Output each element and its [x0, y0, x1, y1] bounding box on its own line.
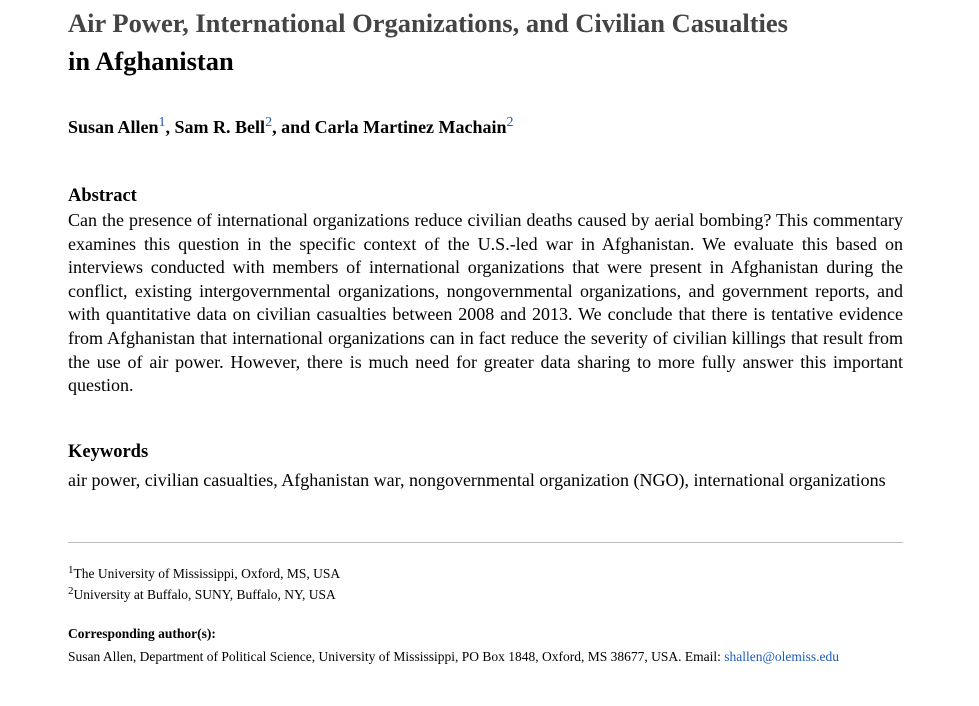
- affiliation-mark[interactable]: 2: [265, 115, 273, 130]
- email-link[interactable]: shallen@olemiss.edu: [724, 649, 840, 664]
- footnote-text: University at Buffalo, SUNY, Buffalo, NY, USA: [73, 587, 336, 602]
- author-list: [68, 117, 514, 138]
- paper-title-line-1: Air Power, International Organizations, and Civilian Casualties: [68, 8, 788, 38]
- footnote-text: The University of Mississippi, Oxford, MS, USA: [73, 566, 341, 581]
- affiliation-footnotes: [68, 563, 340, 605]
- affiliation-mark[interactable]: 2: [506, 115, 514, 130]
- author-name: Carla Martinez Machain: [314, 117, 507, 137]
- paper-title: [68, 4, 928, 80]
- keywords-heading: Keywords: [68, 442, 149, 462]
- author-name: Sam R. Bell: [174, 117, 266, 137]
- author-separator: ,: [165, 117, 175, 137]
- footnote-mark: 1: [68, 564, 74, 576]
- corresponding-author-heading: Corresponding author(s):: [68, 626, 216, 641]
- author-name: Susan Allen: [68, 117, 159, 137]
- footnote-affiliation-2: [68, 584, 340, 605]
- footnote-mark: 2: [68, 585, 74, 597]
- footnote-affiliation-1: [68, 563, 340, 584]
- keywords-text: air power, civilian casualties, Afghanistan war, nongovernmental organization (NGO), international organizations: [68, 470, 886, 490]
- corresponding-author-details: [68, 646, 903, 667]
- paper-title-line-2: in Afghanistan: [68, 46, 234, 76]
- affiliation-mark[interactable]: 1: [158, 115, 166, 130]
- abstract-heading: Abstract: [68, 186, 137, 206]
- abstract-text: Can the presence of international organizations reduce civilian deaths caused by aerial bombing? This commentary examines this question in the specific context of the U.S.-led war in Afghanistan. We evaluate this based on interviews conducted with members of international organizations that were present in Afghanistan during the conflict, existing intergovernmental organizations, nongovernmental organizations, and government reports, and with quantitative data on civilian casualties between 2008 and 2013. We conclude that there is tentative evidence from Afghanistan that international organizations can in fact reduce the severity of civilian killings that result from the use of air power. However, there is much need for greater data sharing to more fully answer this important question.: [68, 210, 903, 396]
- author-separator: , and: [272, 117, 315, 137]
- footnote-divider: [68, 542, 903, 543]
- corresponding-author-address: Susan Allen, Department of Political Science, University of Mississippi, PO Box 1848, Oxford, MS 38677, USA. Email:: [68, 649, 721, 664]
